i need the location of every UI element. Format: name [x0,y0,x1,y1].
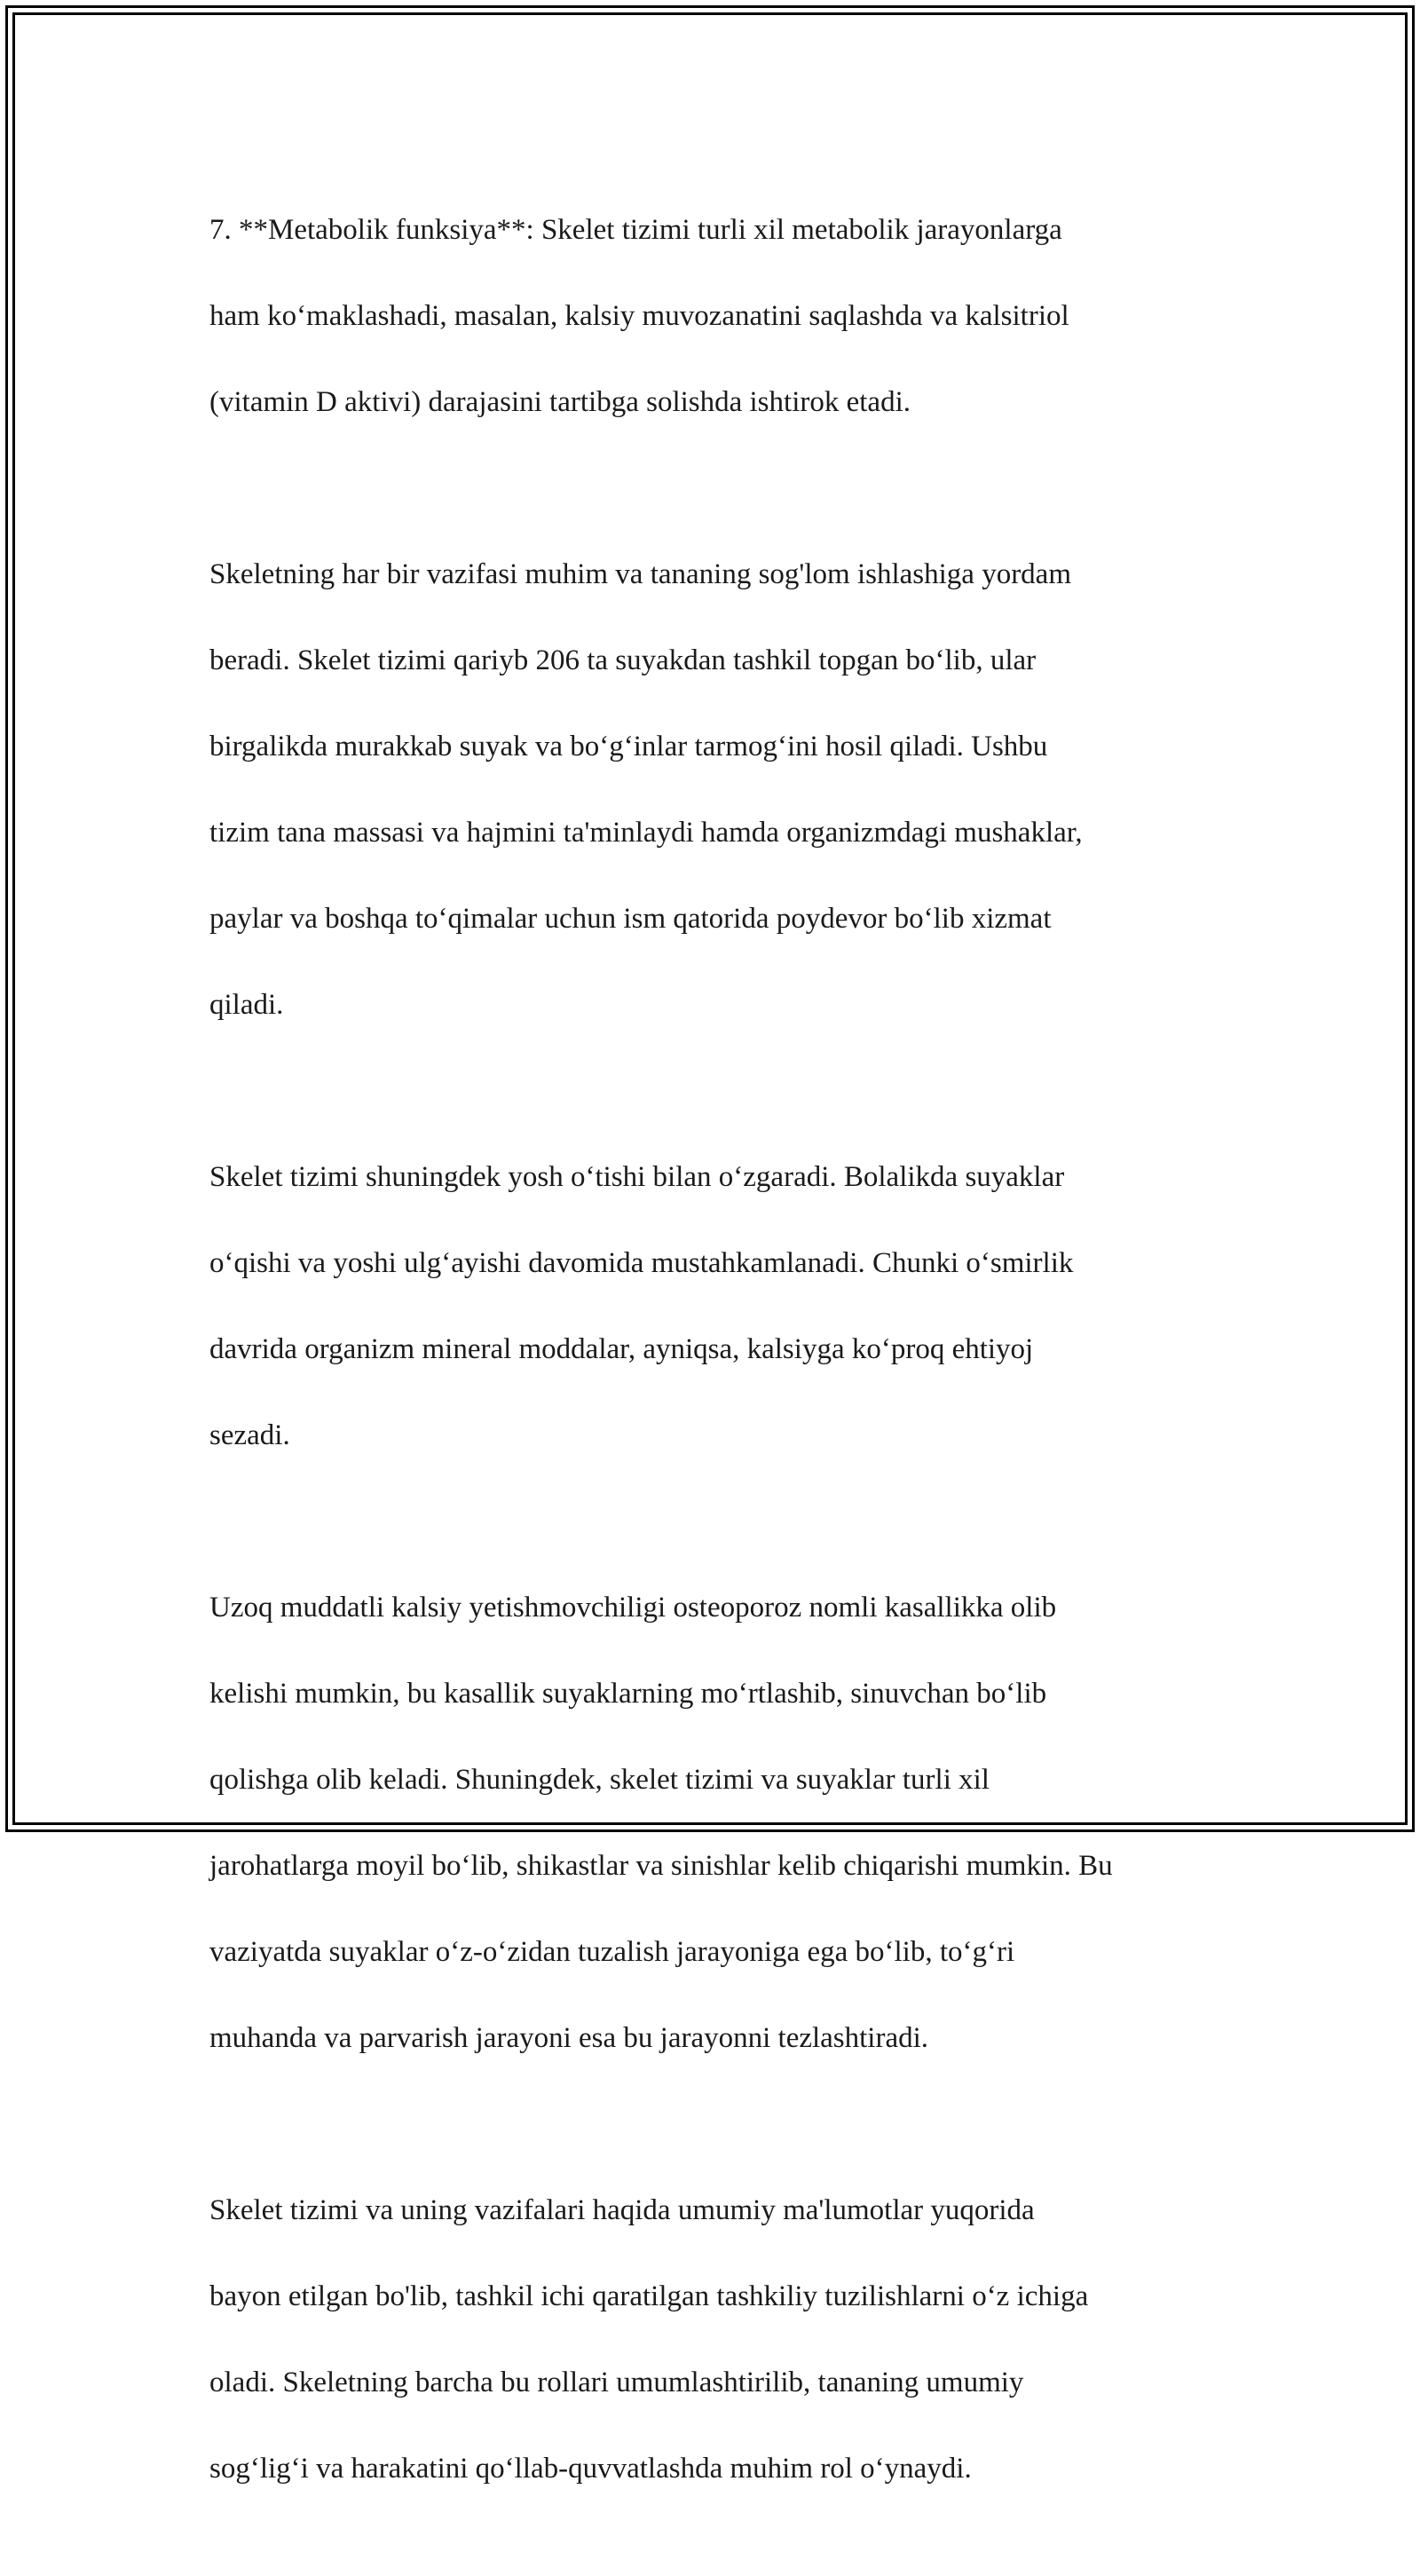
text-line: muhanda va parvarish jarayoni esa bu jarayonni tezlashtiradi. [209,2021,929,2054]
paragraph-summary [209,2145,1221,2533]
text-line: birgalikda murakkab suyak va bo‘g‘inlar tarmog‘ini hosil qiladi. Ushbu [209,730,1048,763]
text-line: 7. **Metabolik funksiya**: Skelet tizimi turli xil metabolik jarayonlarga [209,213,1062,246]
text-line: qolishga olib keladi. Shuningdek, skelet tizimi va suyaklar turli xil [209,1763,990,1796]
text-line: oladi. Skeletning barcha bu rollari umumlashtirilib, tananing umumiy [209,2366,1024,2398]
document-body [209,165,1221,2576]
text-line: beradi. Skelet tizimi qariyb 206 ta suyakdan tashkil topgan bo‘lib, ular [209,644,1037,676]
text-line: sezadi. [209,1418,290,1451]
text-line: Uzoq muddatli kalsiy yetishmovchiligi osteoporoz nomli kasallikka olib [209,1591,1057,1624]
text-line: qiladi. [209,988,284,1021]
text-line: jarohatlarga moyil bo‘lib, shikastlar va sinishlar kelib chiqarishi mumkin. Bu [209,1849,1113,1882]
text-line: paylar va boshqa to‘qimalar uchun ism qatorida poydevor bo‘lib xizmat [209,902,1052,935]
text-line: davrida organizm mineral moddalar, ayniqsa, kalsiyga ko‘proq ehtiyoj [209,1332,1034,1365]
text-line: Skelet tizimi shuningdek yosh o‘tishi bilan o‘zgaradi. Bolalikda suyaklar [209,1160,1065,1193]
text-line: Skelet tizimi va uning vazifalari haqida umumiy ma'lumotlar yuqorida [209,2193,1035,2226]
text-line: (vitamin D aktivi) darajasini tartibga solishda ishtirok etadi. [209,385,911,418]
text-line: tizim tana massasi va hajmini ta'minlaydi hamda organizmdagi mushaklar, [209,816,1083,849]
paragraph-age-changes [209,1112,1221,1500]
paragraph-metabolic-function [209,165,1221,467]
text-line: kelishi mumkin, bu kasallik suyaklarning mo‘rtlashib, sinuvchan bo‘lib [209,1677,1047,1710]
paragraph-osteoporosis [209,1543,1221,2103]
text-line: bayon etilgan bo'lib, tashkil ichi qaratilgan tashkiliy tuzilishlarni o‘z ichiga [209,2280,1089,2312]
text-line: o‘qishi va yoshi ulg‘ayishi davomida mustahkamlanadi. Chunki o‘smirlik [209,1246,1074,1279]
text-line: sog‘lig‘i va harakatini qo‘llab-quvvatlashda muhim rol o‘ynaydi. [209,2452,972,2485]
paragraph-skeleton-overview [209,510,1221,1070]
text-line: ham ko‘maklashadi, masalan, kalsiy muvozanatini saqlashda va kalsitriol [209,299,1069,332]
text-line: vaziyatda suyaklar o‘z-o‘zidan tuzalish jarayoniga ega bo‘lib, to‘g‘ri [209,1935,1015,1968]
text-line: Skeletning har bir vazifasi muhim va tananing sog'lom ishlashiga yordam [209,557,1072,590]
